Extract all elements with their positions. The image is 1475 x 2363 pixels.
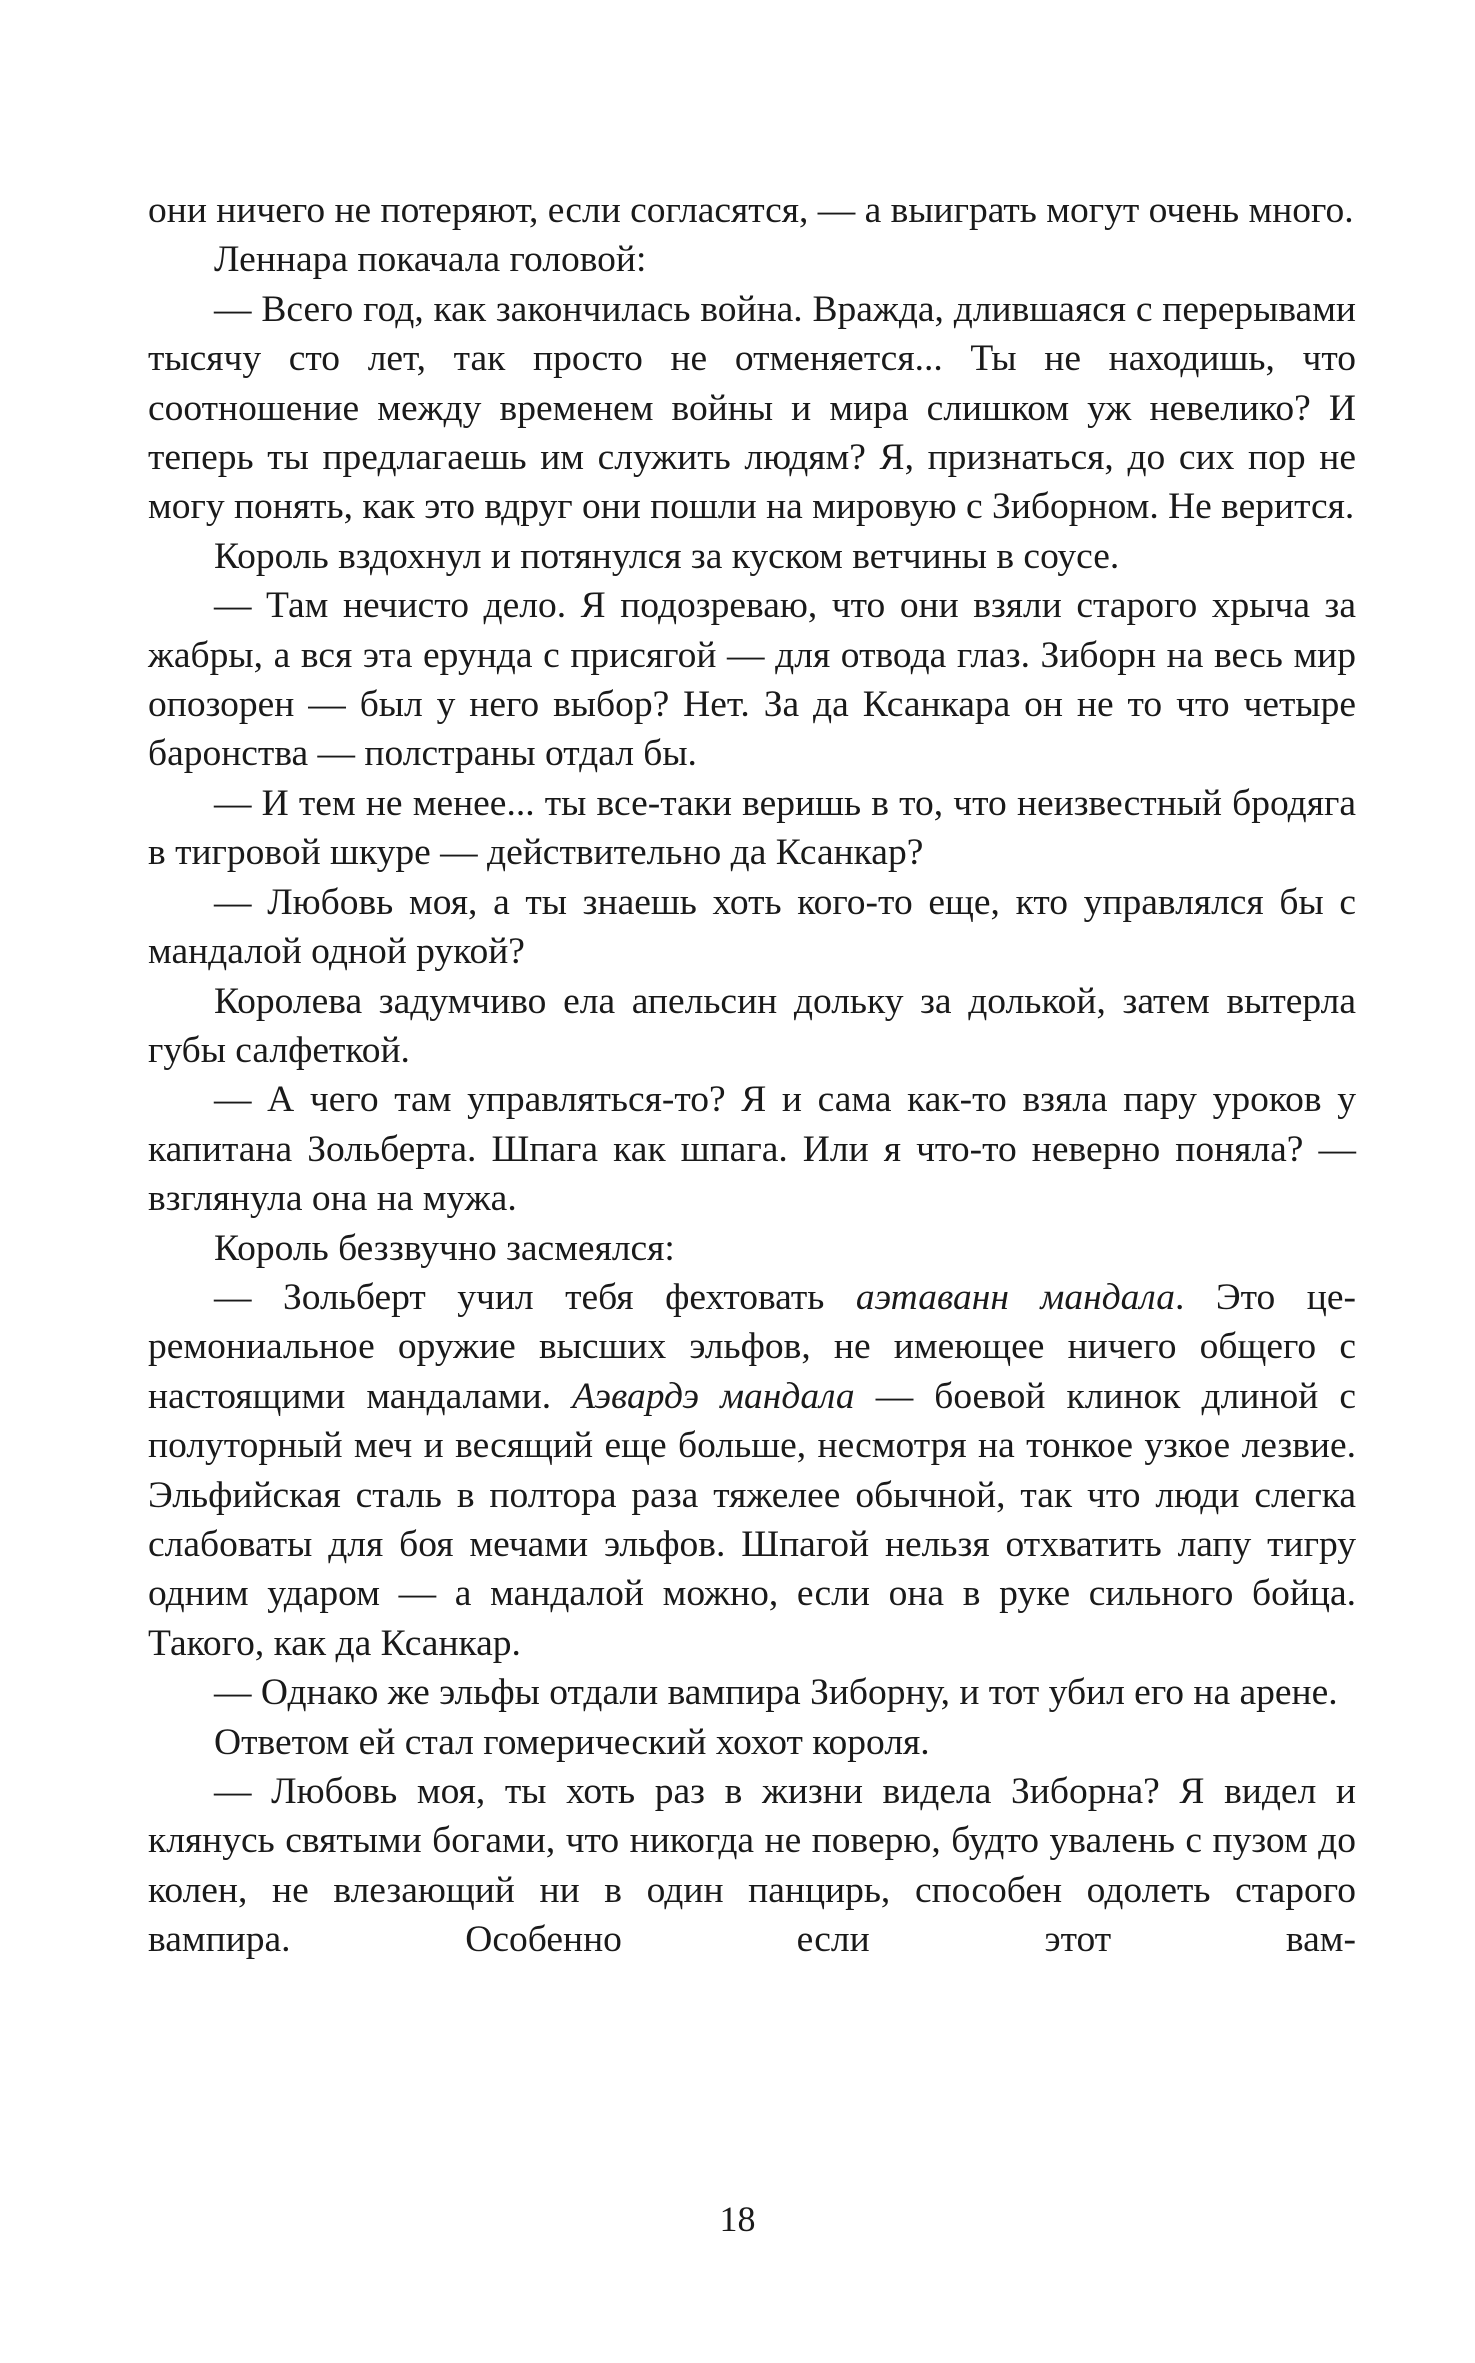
paragraph-13: Ответом ей стал гомерический хохот короля. [214, 1721, 930, 1763]
paragraph-2: Леннара покачала головой: [214, 239, 647, 281]
paragraph-12: — Однако же эльфы отдали вампира Зиборну, и тот убил его на арене. [214, 1672, 1338, 1714]
italic-term-aevarde-mandala: Аэвардэ мандала [572, 1375, 855, 1417]
paragraph-4: Король вздохнул и потянулся за куском ветчины в соусе. [214, 535, 1120, 577]
paragraph-11 [148, 1273, 1356, 1668]
paragraph-5: — Там нечисто дело. Я подозреваю, что они взяли старого хрыча за жабры, а вся эта ерунда с присягой — для отвода глаз. Зиборн на весь мир опозорен — был у него выбор? Нет. За да Ксанкара он не то что четыре баронства — полстраны отдал бы. [148, 585, 1356, 775]
paragraph-14: — Любовь моя, ты хоть раз в жизни видела Зиборна? Я видел и клянусь святыми богами, что никогда не поверю, будто увалень с пузом до колен, не влезающий ни в один панцирь, способен одолеть старого вампира. Особенно если этот вам- [148, 1771, 1356, 1961]
paragraph-10: Король беззвучно засмеялся: [214, 1227, 675, 1269]
paragraph-11-part-c: . Это церемониальное оружие высших эльфов, не имеющее ничего общего с настоящими мандалами. [148, 1276, 1356, 1417]
italic-term-aetavann-mandala: аэтаванн мандала [855, 1276, 1175, 1318]
paragraph-11-part-e: — боевой клинок длиной с полуторный меч и весящий еще больше, несмотря на тонкое узкое лезвие. Эльфийская сталь в полтора раза тяжелее обычной, так что люди слегка слабоваты для боя мечами эльфов. Шпагой нельзя отхватить лапу тигру одним ударом — а мандалой можно, если она в руке сильного бойца. Такого, как да Ксанкар. [148, 1375, 1356, 1664]
paragraph-7: — Любовь моя, а ты знаешь хоть кого-то еще, кто управлялся бы с мандалой одной рукой? [148, 881, 1356, 973]
paragraph-11-part-a: — Зольберт учил тебя фехтовать [214, 1276, 856, 1318]
paragraph-8: Королева задумчиво ела апельсин дольку за долькой, затем вытерла губы салфеткой. [148, 980, 1356, 1071]
paragraph-3: — Всего год, как закончилась война. Вражда, длившаяся с перерывами тысячу сто лет, так просто не отменяется... Ты не находишь, что соотношение между временем войны и мира слишком уж невелико? И теперь ты предлагаешь им служить людям? Я, признаться, до сих пор не могу понять, как это вдруг они пошли на мировую с Зиборном. Не верится. [148, 288, 1356, 528]
paragraph-6: — И тем не менее... ты все-таки веришь в то, что неизвестный бродяга в тигровой шкуре — действительно да Ксанкар? [148, 782, 1356, 874]
paragraph-9: — А чего там управляться-то? Я и сама как-то взяла пару уроков у капитана Зольберта. Шпага как шпага. Или я что-то неверно поняла? — взглянула она на мужа. [148, 1079, 1356, 1220]
book-page-text [148, 186, 1356, 1965]
page-number: 18 [719, 2199, 756, 2239]
paragraph-1: они ничего не потеряют, если согласятся, — а выиграть могут очень много. [148, 190, 1354, 231]
